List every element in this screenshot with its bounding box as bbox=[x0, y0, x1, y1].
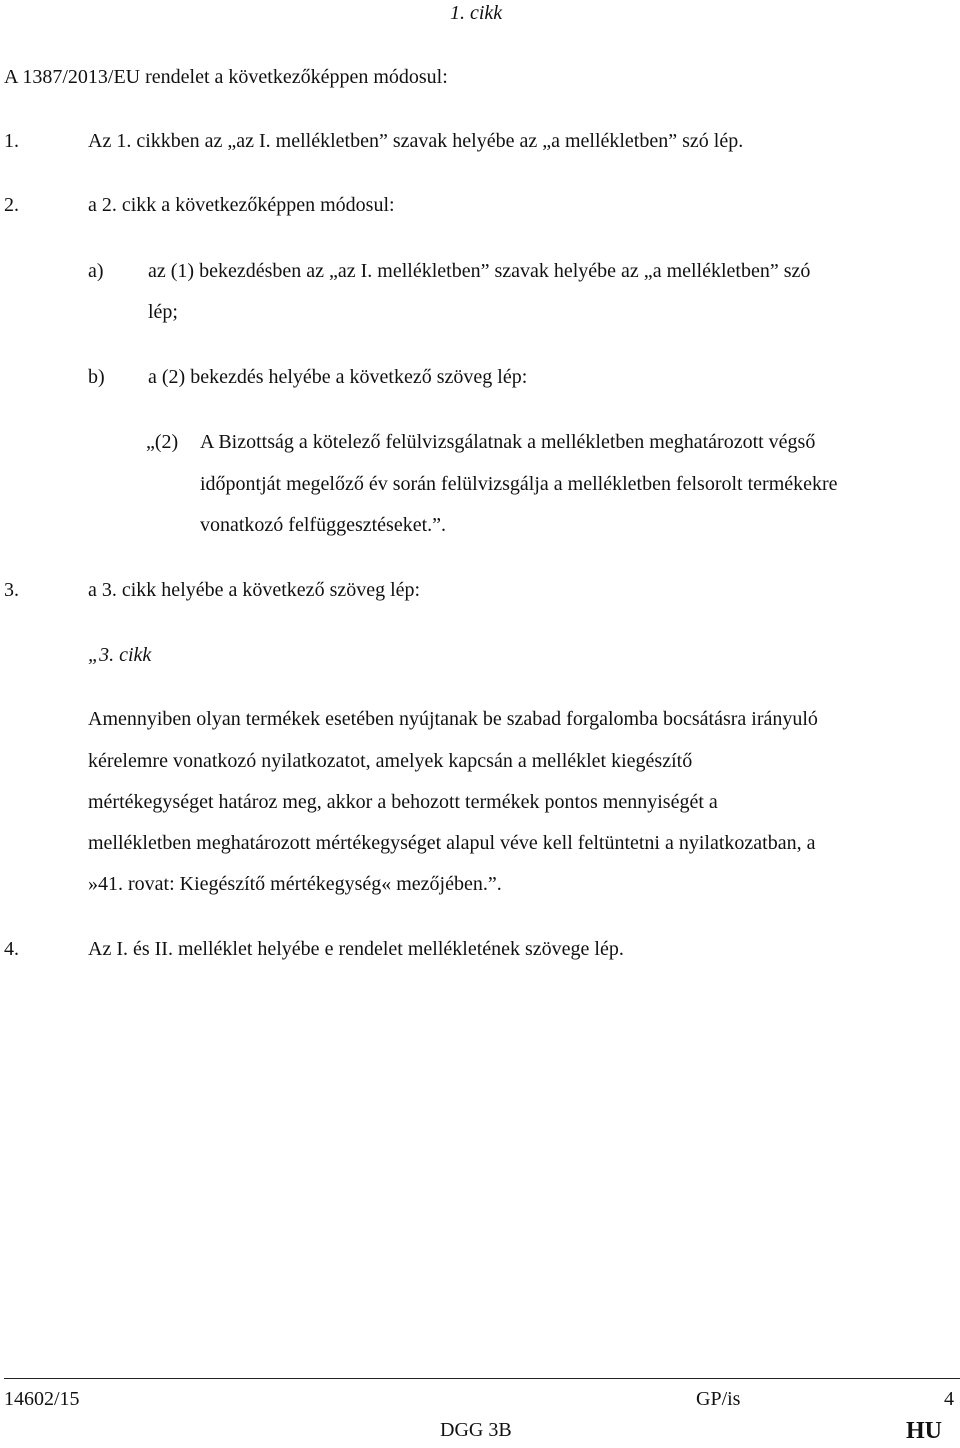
item-2a-letter: a) bbox=[88, 260, 104, 282]
footer-page-number: 4 bbox=[944, 1388, 954, 1410]
item-2-number: 2. bbox=[4, 194, 19, 216]
item-2b-text: a (2) bekezdés helyébe a következő szöveg lép: bbox=[148, 366, 528, 388]
quoted-article-line-4: mellékletben meghatározott mértékegységet alapul véve kell feltüntetni a nyilatkozatban, a bbox=[88, 832, 816, 854]
quoted-article-line-3: mértékegységet határoz meg, akkor a behozott termékek pontos mennyiségét a bbox=[88, 791, 718, 813]
item-2b-letter: b) bbox=[88, 366, 105, 388]
footer-initials: GP/is bbox=[696, 1388, 741, 1410]
quoted-article-line-1: Amennyiben olyan termékek esetében nyújtanak be szabad forgalomba bocsátásra irányuló bbox=[88, 708, 818, 730]
intro-paragraph: A 1387/2013/EU rendelet a következőképpen módosul: bbox=[4, 66, 448, 88]
quoted-paragraph-line-2: időpontját megelőző év során felülvizsgálja a mellékletben felsorolt termékekre bbox=[200, 473, 838, 495]
quoted-article-line-2: kérelemre vonatkozó nyilatkozatot, amelyek kapcsán a melléklet kiegészítő bbox=[88, 750, 693, 772]
item-1-text: Az 1. cikkben az „az I. mellékletben” szavak helyébe az „a mellékletben” szó lép. bbox=[88, 130, 744, 152]
footer-language-code: HU bbox=[906, 1418, 942, 1444]
item-2a-line-2: lép; bbox=[148, 301, 178, 323]
item-2-text: a 2. cikk a következőképpen módosul: bbox=[88, 194, 395, 216]
item-4-text: Az I. és II. melléklet helyébe e rendelet mellékletének szövege lép. bbox=[88, 938, 624, 960]
footer-directorate: DGG 3B bbox=[440, 1419, 512, 1441]
article-title: 1. cikk bbox=[450, 2, 503, 24]
quoted-article-line-5: »41. rovat: Kiegészítő mértékegység« mezőjében.”. bbox=[88, 873, 502, 895]
quoted-paragraph-line-3: vonatkozó felfüggesztéseket.”. bbox=[200, 514, 447, 536]
item-3-number: 3. bbox=[4, 579, 19, 601]
quoted-paragraph-line-1: A Bizottság a kötelező felülvizsgálatnak a mellékletben meghatározott végső bbox=[200, 431, 816, 453]
quoted-article-title: „3. cikk bbox=[88, 644, 152, 666]
footer-divider bbox=[4, 1378, 960, 1379]
item-2a-line-1: az (1) bekezdésben az „az I. mellékletben” szavak helyébe az „a mellékletben” szó bbox=[148, 260, 811, 282]
item-4-number: 4. bbox=[4, 938, 19, 960]
item-1-number: 1. bbox=[4, 130, 19, 152]
item-3-text: a 3. cikk helyébe a következő szöveg lép: bbox=[88, 579, 421, 601]
quoted-paragraph-number: „(2) bbox=[146, 431, 179, 453]
footer-document-reference: 14602/15 bbox=[4, 1388, 80, 1410]
